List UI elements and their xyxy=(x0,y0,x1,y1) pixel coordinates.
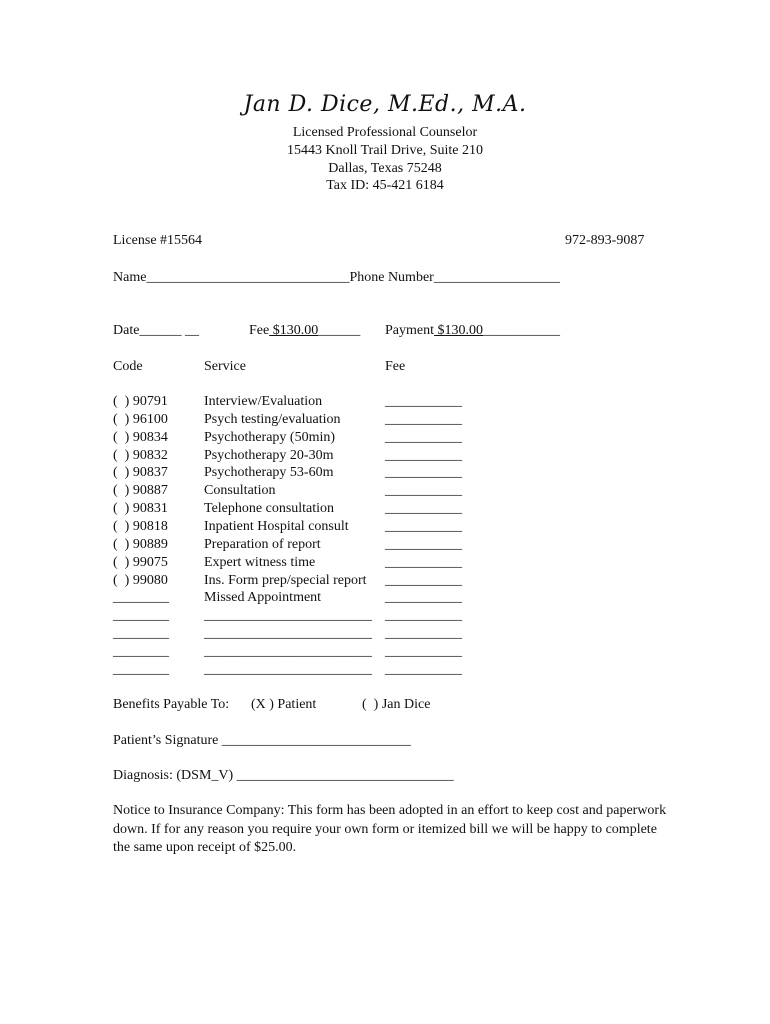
practitioner-title: Licensed Professional Counselor xyxy=(292,125,478,140)
service-row-code[interactable]: ( ) 90832 xyxy=(113,448,168,463)
service-row-fee[interactable]: ___________ xyxy=(385,412,462,427)
service-row-fee[interactable]: ___________ xyxy=(385,465,462,480)
service-row-fee[interactable]: ___________ xyxy=(385,519,462,534)
service-row-fee[interactable]: ___________ xyxy=(385,608,462,623)
fee-label: Fee xyxy=(249,323,270,338)
fee-trail: ______ xyxy=(318,323,361,338)
name-field[interactable] xyxy=(113,269,560,286)
phone-number-blank: __________________ xyxy=(433,270,560,285)
service-row-service: Missed Appointment xyxy=(204,590,322,605)
diagnosis-field[interactable] xyxy=(113,767,454,784)
service-row-service: ________________________ xyxy=(204,644,372,659)
payment-trail: ___________ xyxy=(483,323,560,338)
name-blank: _____________________________ xyxy=(146,270,350,285)
license-number: License #15564 xyxy=(113,233,203,248)
signature-label: Patient’s Signature xyxy=(113,733,219,748)
service-row-fee[interactable]: ___________ xyxy=(385,644,462,659)
date-blank: ______ __ xyxy=(139,323,199,338)
service-row-fee[interactable]: ___________ xyxy=(385,555,462,570)
service-row-code[interactable]: ( ) 99075 xyxy=(113,555,168,570)
date-field[interactable] xyxy=(113,322,199,339)
service-row-service: Psychotherapy 53-60m xyxy=(204,465,334,480)
fee-value: $130.00 xyxy=(269,323,319,338)
service-row-fee[interactable]: ___________ xyxy=(385,501,462,516)
service-row-code[interactable]: ( ) 90889 xyxy=(113,537,168,552)
fee-column-header: Fee xyxy=(385,359,406,374)
practitioner-name: Jan D. Dice, M.Ed., M.A. xyxy=(243,92,527,117)
service-row-code[interactable]: ________ xyxy=(113,608,169,623)
service-row-service: Preparation of report xyxy=(204,537,321,552)
address-line-2: Dallas, Texas 75248 xyxy=(328,161,442,176)
service-row-service: Consultation xyxy=(204,483,276,498)
service-row-fee[interactable]: ___________ xyxy=(385,537,462,552)
service-row-code[interactable]: ( ) 90831 xyxy=(113,501,168,516)
service-row-code[interactable]: ________ xyxy=(113,662,169,677)
payment-field[interactable] xyxy=(385,322,560,339)
service-row-service: ________________________ xyxy=(204,626,372,641)
payment-value: $130.00 xyxy=(434,323,483,338)
service-row-fee[interactable]: ___________ xyxy=(385,626,462,641)
service-row-code[interactable]: ( ) 90837 xyxy=(113,465,168,480)
service-row-service: Telephone consultation xyxy=(204,501,335,516)
service-row-service: Ins. Form prep/special report xyxy=(204,573,367,588)
address-line-1: 15443 Knoll Trail Drive, Suite 210 xyxy=(286,143,483,158)
service-row-code[interactable]: ( ) 99080 xyxy=(113,573,168,588)
service-row-code[interactable]: ( ) 90834 xyxy=(113,430,168,445)
service-row-service: ________________________ xyxy=(204,662,372,677)
service-row-fee[interactable]: ___________ xyxy=(385,573,462,588)
signature-blank: ___________________________ xyxy=(218,733,411,748)
benefits-option-provider[interactable]: ( ) Jan Dice xyxy=(362,697,431,712)
service-row-service: Expert witness time xyxy=(204,555,316,570)
benefits-label: Benefits Payable To: xyxy=(113,697,230,712)
service-row-code[interactable]: ( ) 90887 xyxy=(113,483,168,498)
service-row-fee[interactable]: ___________ xyxy=(385,662,462,677)
service-row-code[interactable]: ________ xyxy=(113,590,169,605)
service-row-code[interactable]: ( ) 90818 xyxy=(113,519,168,534)
fee-field[interactable] xyxy=(249,322,360,339)
service-row-service: ________________________ xyxy=(204,608,372,623)
service-row-service: Psychotherapy (50min) xyxy=(204,430,336,445)
benefits-option-patient[interactable]: (X ) Patient xyxy=(251,697,317,712)
service-row-code[interactable]: ________ xyxy=(113,644,169,659)
service-row-code[interactable]: ( ) 96100 xyxy=(113,412,168,427)
service-column-header: Service xyxy=(204,359,246,374)
name-label: Name xyxy=(113,270,147,285)
service-row-fee[interactable]: ___________ xyxy=(385,430,462,445)
office-phone: 972-893-9087 xyxy=(565,233,645,248)
code-column-header: Code xyxy=(113,359,143,374)
service-row-fee[interactable]: ___________ xyxy=(385,394,462,409)
service-row-service: Interview/Evaluation xyxy=(204,394,323,409)
payment-label: Payment xyxy=(385,323,434,338)
tax-id: Tax ID: 45-421 6184 xyxy=(326,178,444,193)
diagnosis-label: Diagnosis: (DSM_V) xyxy=(113,768,234,783)
service-row-service: Psych testing/evaluation xyxy=(204,412,341,427)
service-row-service: Psychotherapy 20-30m xyxy=(204,448,334,463)
service-row-code[interactable]: ( ) 90791 xyxy=(113,394,168,409)
service-row-code[interactable]: ________ xyxy=(113,626,169,641)
service-row-fee[interactable]: ___________ xyxy=(385,448,462,463)
date-label: Date xyxy=(113,323,140,338)
service-row-fee[interactable]: ___________ xyxy=(385,590,462,605)
service-row-service: Inpatient Hospital consult xyxy=(204,519,349,534)
service-row-fee[interactable]: ___________ xyxy=(385,483,462,498)
phone-number-label: Phone Number xyxy=(349,270,434,285)
insurance-notice: Notice to Insurance Company: This form has been adopted in an effort to keep cost and paperwork down. If for any reason you require your own form or itemized bill we will be happy to complete the same upon receipt of $25.00. xyxy=(113,803,667,855)
diagnosis-blank: _______________________________ xyxy=(233,768,454,783)
signature-field[interactable] xyxy=(113,732,411,749)
